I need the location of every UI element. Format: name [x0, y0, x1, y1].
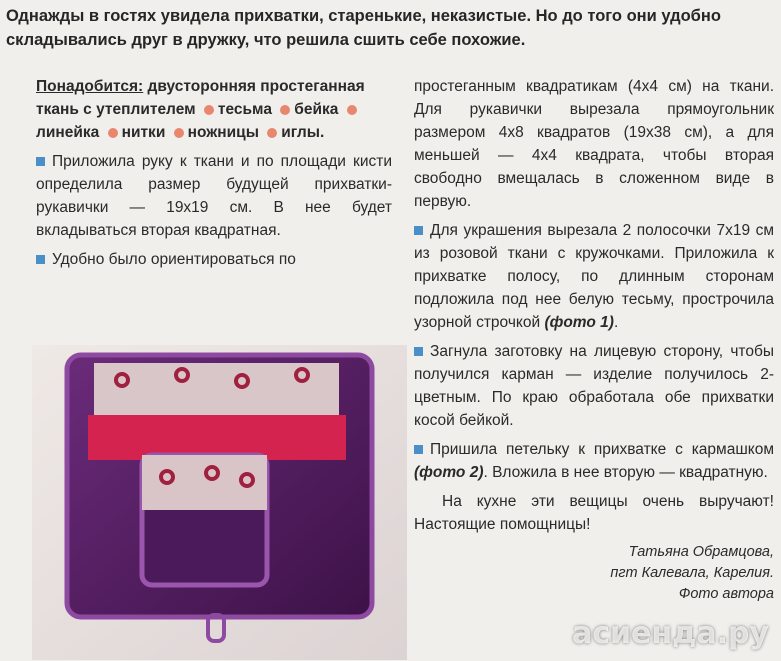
bullet-square-icon	[414, 226, 423, 235]
material-item: иглы.	[281, 124, 325, 141]
bullet-dot-icon	[280, 105, 290, 115]
bullet-dot-icon	[174, 128, 184, 138]
material-item: бейка	[294, 101, 339, 118]
step-text: Удобно было ориентироваться по	[52, 251, 296, 268]
step-paragraph	[414, 340, 774, 432]
step-text: Для украшения вырезала 2 полосочки 7х19 см из розовой ткани с кружочками. Приложила к прихватке полосу, по длинным сторонам подложила под нее белую тесьму, прострочила узорной строчкой	[414, 222, 774, 331]
left-column	[36, 75, 392, 271]
step-paragraph	[414, 219, 774, 334]
intro-text: Однажды в гостях увидела прихватки, старенькие, неказистые. Но до того они удобно складывались друг в дружку, что решила сшить себе похожие.	[6, 7, 721, 49]
bullet-square-icon	[36, 157, 45, 166]
step-text: . Вложила в нее вторую — квадратную.	[483, 464, 768, 481]
bullet-dot-icon	[347, 105, 357, 115]
step-paragraph	[36, 150, 392, 242]
step-paragraph	[36, 248, 392, 271]
bullet-dot-icon	[108, 128, 118, 138]
photo-reference: (фото 1)	[544, 314, 614, 331]
material-item: линейка	[36, 124, 100, 141]
watermark: асиенда.ру	[571, 616, 769, 651]
step-text: Приложила руку к ткани и по площади кисти определила размер будущей прихватки-рукавички — 19х19 см. В нее будет вкладываться вторая квадратная.	[36, 153, 392, 239]
step-text: Загнула заготовку на лицевую сторону, чтобы получился карман — изделие получилось 2-цветным. По краю обработала обе прихватки косой бейкой.	[414, 343, 774, 429]
materials-lead: двусторонняя простеганная ткань с утеплителем	[36, 78, 365, 118]
photo-credit: Фото автора	[678, 586, 774, 602]
bullet-dot-icon	[267, 128, 277, 138]
step-text: .	[613, 314, 619, 331]
step-paragraph: простеганным квадратикам (4х4 см) на ткани. Для рукавички вырезала прямоугольник размером 4х8 квадратов (19х38 см), а для меньшей — 4х4 квадрата, чтобы вторая свободно вмещалась в сложенном виде в первую.	[414, 78, 774, 210]
material-item: тесьма	[217, 101, 272, 118]
step-text: Пришила петельку к прихватке с кармашком	[430, 441, 774, 458]
closing-paragraph: На кухне эти вещицы очень выручают! Настоящие помощницы!	[414, 493, 774, 533]
photo-reference: (фото 2)	[414, 464, 484, 481]
materials-list	[36, 75, 392, 144]
author-place: пгт Калевала, Карелия.	[610, 565, 774, 581]
step-paragraph	[414, 438, 774, 484]
bullet-square-icon	[414, 445, 423, 454]
bullet-square-icon	[36, 255, 45, 264]
material-item: нитки	[121, 124, 166, 141]
potholder-image	[32, 345, 407, 660]
potholder-photo	[32, 345, 407, 660]
bullet-square-icon	[414, 347, 423, 356]
right-column	[414, 75, 774, 605]
materials-label: Понадобится:	[36, 78, 144, 95]
signature	[414, 542, 774, 605]
material-item: ножницы	[187, 124, 259, 141]
author-name: Татьяна Обрамцова,	[628, 544, 774, 560]
bullet-dot-icon	[204, 105, 214, 115]
